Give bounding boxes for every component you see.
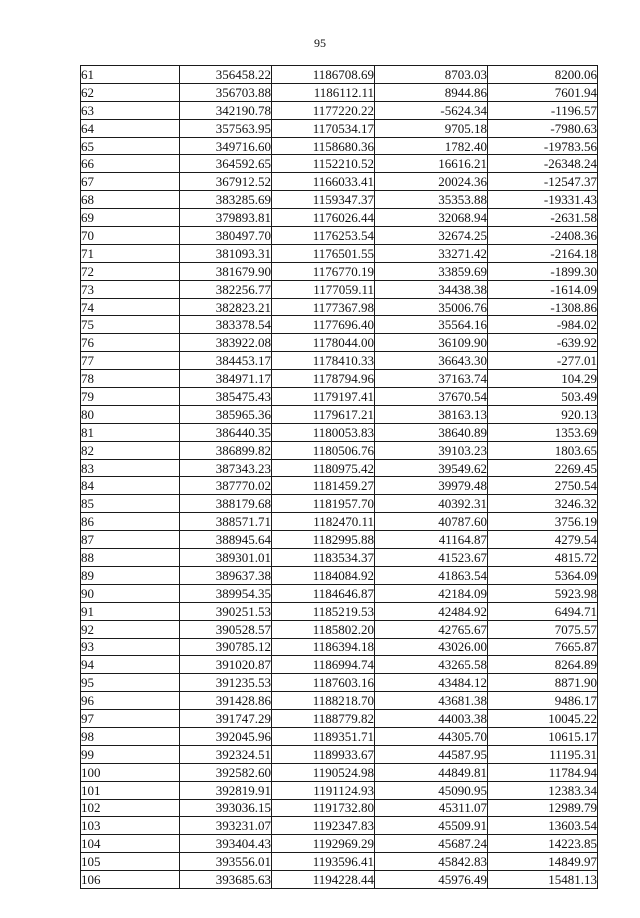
value-cell: -2164.18 [488,244,598,262]
value-cell: 1152210.52 [272,155,375,173]
value-cell: 45976.49 [375,871,488,889]
value-cell: 342190.78 [180,101,272,119]
value-cell: 1176501.55 [272,244,375,262]
value-cell: 45311.07 [375,799,488,817]
value-cell: 388945.64 [180,531,272,549]
value-cell: 1193596.41 [272,853,375,871]
value-cell: 37670.54 [375,388,488,406]
value-cell: 13603.54 [488,817,598,835]
table-row [81,298,598,316]
table-row [81,727,598,745]
value-cell: 1176026.44 [272,209,375,227]
value-cell: 43484.12 [375,674,488,692]
value-cell: 1184646.87 [272,584,375,602]
table-row [81,799,598,817]
value-cell: 1192347.83 [272,817,375,835]
value-cell: 1188779.82 [272,710,375,728]
value-cell: 393685.63 [180,871,272,889]
point-number-cell: 101 [81,781,180,799]
value-cell: 384971.17 [180,370,272,388]
table-row [81,566,598,584]
point-number-cell: 72 [81,262,180,280]
table-row [81,227,598,245]
value-cell: -2408.36 [488,227,598,245]
value-cell: 8944.86 [375,83,488,101]
value-cell: 1186112.11 [272,83,375,101]
point-number-cell: 76 [81,334,180,352]
value-cell: 5923.98 [488,584,598,602]
value-cell: 381093.31 [180,244,272,262]
value-cell: 1184084.92 [272,566,375,584]
value-cell: 12989.79 [488,799,598,817]
point-number-cell: 86 [81,513,180,531]
point-number-cell: 69 [81,209,180,227]
value-cell: 1188218.70 [272,692,375,710]
value-cell: 37163.74 [375,370,488,388]
value-cell: 390528.57 [180,620,272,638]
table-row [81,692,598,710]
value-cell: 2750.54 [488,477,598,495]
table-row [81,531,598,549]
table-row [81,352,598,370]
value-cell: 1170534.17 [272,119,375,137]
table-row [81,656,598,674]
value-cell: 34438.38 [375,280,488,298]
table-row [81,745,598,763]
table-row [81,405,598,423]
value-cell: 33859.69 [375,262,488,280]
value-cell: 1181957.70 [272,495,375,513]
table-row [81,334,598,352]
point-number-cell: 80 [81,405,180,423]
value-cell: 6494.71 [488,602,598,620]
value-cell: -2631.58 [488,209,598,227]
point-number-cell: 82 [81,441,180,459]
value-cell: 386440.35 [180,423,272,441]
value-cell: 11784.94 [488,763,598,781]
point-number-cell: 83 [81,459,180,477]
value-cell: 7665.87 [488,638,598,656]
point-number-cell: 61 [81,66,180,84]
value-cell: 32674.25 [375,227,488,245]
value-cell: 4279.54 [488,531,598,549]
table-row [81,316,598,334]
table-row [81,781,598,799]
value-cell: 39979.48 [375,477,488,495]
table-row [81,423,598,441]
value-cell: 392045.96 [180,727,272,745]
value-cell: 387770.02 [180,477,272,495]
point-number-cell: 78 [81,370,180,388]
value-cell: 36109.90 [375,334,488,352]
value-cell: 3246.32 [488,495,598,513]
table-row [81,638,598,656]
value-cell: -7980.63 [488,119,598,137]
coordinate-table [80,65,598,889]
value-cell: 10045.22 [488,710,598,728]
value-cell: 382256.77 [180,280,272,298]
value-cell: 20024.36 [375,173,488,191]
point-number-cell: 89 [81,566,180,584]
table-row [81,155,598,173]
value-cell: 1187603.16 [272,674,375,692]
value-cell: 14223.85 [488,835,598,853]
table-row [81,602,598,620]
value-cell: 42184.09 [375,584,488,602]
value-cell: 389637.38 [180,566,272,584]
table-row [81,370,598,388]
value-cell: 382823.21 [180,298,272,316]
value-cell: 45090.95 [375,781,488,799]
point-number-cell: 74 [81,298,180,316]
value-cell: 1181459.27 [272,477,375,495]
point-number-cell: 63 [81,101,180,119]
point-number-cell: 64 [81,119,180,137]
value-cell: 40787.60 [375,513,488,531]
table-row [81,388,598,406]
value-cell: 9705.18 [375,119,488,137]
value-cell: 391747.29 [180,710,272,728]
value-cell: 14849.97 [488,853,598,871]
point-number-cell: 103 [81,817,180,835]
point-number-cell: 91 [81,602,180,620]
value-cell: 15481.13 [488,871,598,889]
value-cell: 389954.35 [180,584,272,602]
table-row [81,817,598,835]
table-row [81,173,598,191]
value-cell: -12547.37 [488,173,598,191]
point-number-cell: 98 [81,727,180,745]
value-cell: 36643.30 [375,352,488,370]
value-cell: 1186394.18 [272,638,375,656]
value-cell: 357563.95 [180,119,272,137]
value-cell: 384453.17 [180,352,272,370]
value-cell: 1176770.19 [272,262,375,280]
point-number-cell: 105 [81,853,180,871]
value-cell: -5624.34 [375,101,488,119]
value-cell: 1179617.21 [272,405,375,423]
table-row [81,853,598,871]
value-cell: 1192969.29 [272,835,375,853]
table-row [81,119,598,137]
value-cell: -1308.86 [488,298,598,316]
value-cell: 391428.86 [180,692,272,710]
value-cell: 364592.65 [180,155,272,173]
value-cell: 7601.94 [488,83,598,101]
value-cell: 7075.57 [488,620,598,638]
value-cell: 920.13 [488,405,598,423]
table-row [81,262,598,280]
value-cell: 1180053.83 [272,423,375,441]
value-cell: 8264.89 [488,656,598,674]
value-cell: 1177696.40 [272,316,375,334]
point-number-cell: 104 [81,835,180,853]
point-number-cell: 97 [81,710,180,728]
table-row [81,459,598,477]
value-cell: -1899.30 [488,262,598,280]
value-cell: 44305.70 [375,727,488,745]
value-cell: 383378.54 [180,316,272,334]
value-cell: 392819.91 [180,781,272,799]
table-row [81,441,598,459]
value-cell: -26348.24 [488,155,598,173]
point-number-cell: 75 [81,316,180,334]
value-cell: 1178044.00 [272,334,375,352]
table-row [81,549,598,567]
value-cell: 104.29 [488,370,598,388]
point-number-cell: 88 [81,549,180,567]
value-cell: 11195.31 [488,745,598,763]
value-cell: 35353.88 [375,191,488,209]
value-cell: 32068.94 [375,209,488,227]
value-cell: 3756.19 [488,513,598,531]
value-cell: -639.92 [488,334,598,352]
table-row [81,584,598,602]
point-number-cell: 68 [81,191,180,209]
value-cell: 392324.51 [180,745,272,763]
value-cell: 1182470.11 [272,513,375,531]
value-cell: 44587.95 [375,745,488,763]
value-cell: 1180506.76 [272,441,375,459]
point-number-cell: 66 [81,155,180,173]
table-row [81,137,598,155]
value-cell: 386899.82 [180,441,272,459]
table-row [81,674,598,692]
value-cell: 1178410.33 [272,352,375,370]
value-cell: 44849.81 [375,763,488,781]
table-row [81,209,598,227]
table-row [81,83,598,101]
value-cell: 1179197.41 [272,388,375,406]
value-cell: 12383.34 [488,781,598,799]
value-cell: 1183534.37 [272,549,375,567]
value-cell: 387343.23 [180,459,272,477]
point-number-cell: 81 [81,423,180,441]
point-number-cell: 70 [81,227,180,245]
value-cell: 385475.43 [180,388,272,406]
point-number-cell: 65 [81,137,180,155]
value-cell: 367912.52 [180,173,272,191]
table-row [81,244,598,262]
value-cell: 41863.54 [375,566,488,584]
point-number-cell: 96 [81,692,180,710]
point-number-cell: 71 [81,244,180,262]
value-cell: 390251.53 [180,602,272,620]
value-cell: 1353.69 [488,423,598,441]
value-cell: 41523.67 [375,549,488,567]
value-cell: 503.49 [488,388,598,406]
value-cell: 1177367.98 [272,298,375,316]
value-cell: 385965.36 [180,405,272,423]
value-cell: 1191124.93 [272,781,375,799]
value-cell: 1159347.37 [272,191,375,209]
value-cell: 43681.38 [375,692,488,710]
value-cell: 1178794.96 [272,370,375,388]
value-cell: 1803.65 [488,441,598,459]
table-row [81,763,598,781]
value-cell: 1186994.74 [272,656,375,674]
value-cell: 8871.90 [488,674,598,692]
table-row [81,101,598,119]
value-cell: 4815.72 [488,549,598,567]
value-cell: 45687.24 [375,835,488,853]
table-row [81,513,598,531]
value-cell: 380497.70 [180,227,272,245]
value-cell: 43265.58 [375,656,488,674]
table-row [81,835,598,853]
value-cell: 1189933.67 [272,745,375,763]
value-cell: 393404.43 [180,835,272,853]
value-cell: 356703.88 [180,83,272,101]
value-cell: -984.02 [488,316,598,334]
value-cell: 1191732.80 [272,799,375,817]
value-cell: 1186708.69 [272,66,375,84]
point-number-cell: 79 [81,388,180,406]
table-row [81,710,598,728]
value-cell: 42484.92 [375,602,488,620]
value-cell: 1177059.11 [272,280,375,298]
value-cell: 1194228.44 [272,871,375,889]
value-cell: 16616.21 [375,155,488,173]
value-cell: 45509.91 [375,817,488,835]
value-cell: 390785.12 [180,638,272,656]
value-cell: 379893.81 [180,209,272,227]
value-cell: 1189351.71 [272,727,375,745]
value-cell: 393231.07 [180,817,272,835]
value-cell: 349716.60 [180,137,272,155]
value-cell: 1782.40 [375,137,488,155]
value-cell: -19331.43 [488,191,598,209]
value-cell: 1158680.36 [272,137,375,155]
point-number-cell: 94 [81,656,180,674]
value-cell: 39103.23 [375,441,488,459]
value-cell: 393556.01 [180,853,272,871]
point-number-cell: 95 [81,674,180,692]
value-cell: -277.01 [488,352,598,370]
value-cell: -19783.56 [488,137,598,155]
value-cell: 38640.89 [375,423,488,441]
value-cell: 44003.38 [375,710,488,728]
value-cell: 5364.09 [488,566,598,584]
point-number-cell: 77 [81,352,180,370]
value-cell: 381679.90 [180,262,272,280]
point-number-cell: 67 [81,173,180,191]
value-cell: 9486.17 [488,692,598,710]
value-cell: 383922.08 [180,334,272,352]
value-cell: 45842.83 [375,853,488,871]
value-cell: 8200.06 [488,66,598,84]
value-cell: 39549.62 [375,459,488,477]
value-cell: 41164.87 [375,531,488,549]
point-number-cell: 90 [81,584,180,602]
point-number-cell: 93 [81,638,180,656]
table-row [81,477,598,495]
value-cell: 10615.17 [488,727,598,745]
value-cell: 389301.01 [180,549,272,567]
value-cell: 1182995.88 [272,531,375,549]
coordinate-table-body [81,66,598,889]
value-cell: 388571.71 [180,513,272,531]
value-cell: 35006.76 [375,298,488,316]
point-number-cell: 92 [81,620,180,638]
point-number-cell: 100 [81,763,180,781]
value-cell: 1185802.20 [272,620,375,638]
point-number-cell: 85 [81,495,180,513]
value-cell: 356458.22 [180,66,272,84]
point-number-cell: 62 [81,83,180,101]
value-cell: 8703.03 [375,66,488,84]
value-cell: 43026.00 [375,638,488,656]
value-cell: 391235.53 [180,674,272,692]
value-cell: 391020.87 [180,656,272,674]
table-row [81,191,598,209]
table-row [81,871,598,889]
point-number-cell: 102 [81,799,180,817]
value-cell: 38163.13 [375,405,488,423]
table-row [81,66,598,84]
table-row [81,495,598,513]
point-number-cell: 106 [81,871,180,889]
value-cell: 40392.31 [375,495,488,513]
value-cell: 383285.69 [180,191,272,209]
point-number-cell: 99 [81,745,180,763]
page-number: 95 [314,36,326,50]
value-cell: 33271.42 [375,244,488,262]
value-cell: -1196.57 [488,101,598,119]
table-row [81,620,598,638]
value-cell: 2269.45 [488,459,598,477]
value-cell: -1614.09 [488,280,598,298]
value-cell: 1166033.41 [272,173,375,191]
value-cell: 388179.68 [180,495,272,513]
value-cell: 1176253.54 [272,227,375,245]
table-row [81,280,598,298]
point-number-cell: 84 [81,477,180,495]
value-cell: 35564.16 [375,316,488,334]
value-cell: 392582.60 [180,763,272,781]
point-number-cell: 87 [81,531,180,549]
point-number-cell: 73 [81,280,180,298]
value-cell: 1185219.53 [272,602,375,620]
value-cell: 1180975.42 [272,459,375,477]
value-cell: 1190524.98 [272,763,375,781]
value-cell: 42765.67 [375,620,488,638]
value-cell: 393036.15 [180,799,272,817]
value-cell: 1177220.22 [272,101,375,119]
